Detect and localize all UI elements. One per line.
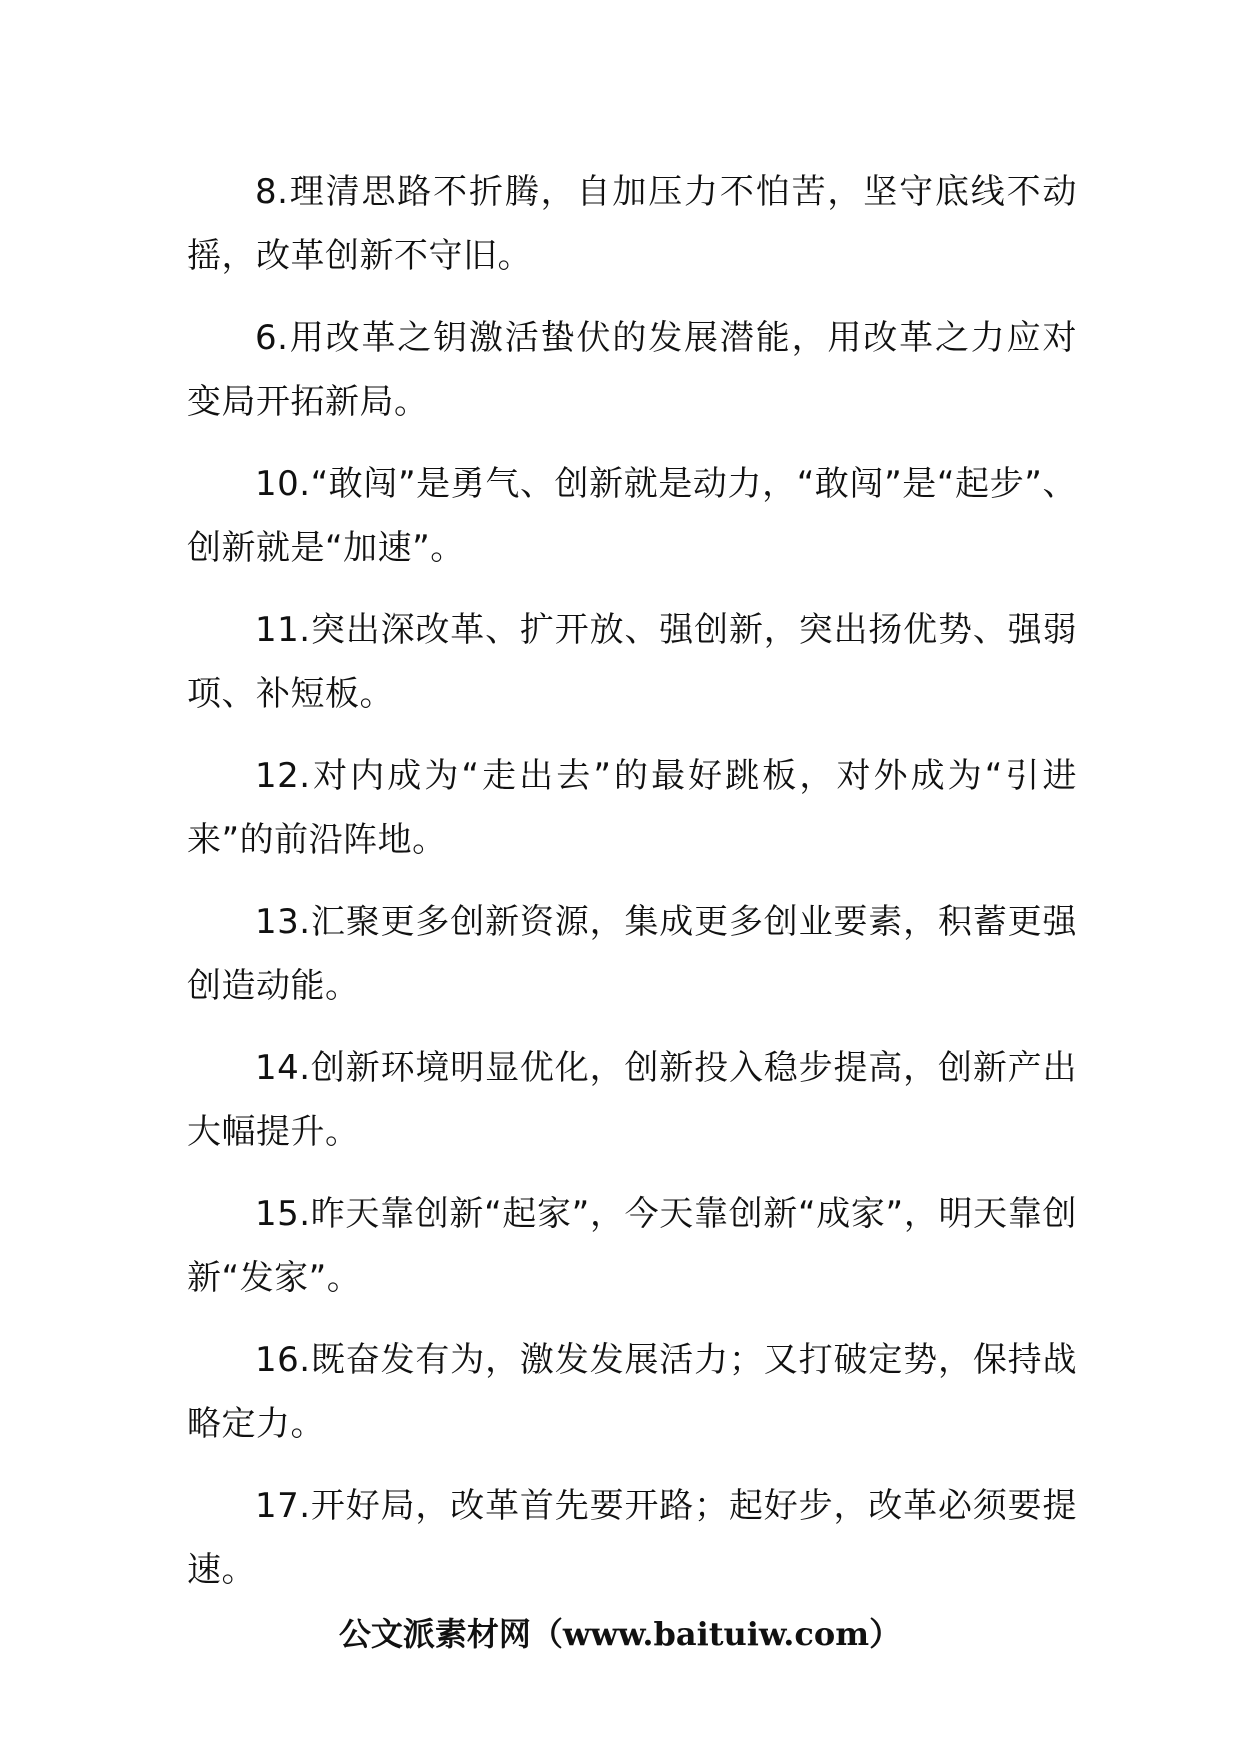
- paragraph-item-10: 10.“敢闯”是勇气、创新就是动力，“敢闯”是“起步”、创新就是“加速”。: [187, 464, 1077, 568]
- paragraph-item-6: 6.用改革之钥激活蛰伏的发展潜能，用改革之力应对变局开拓新局。: [187, 318, 1077, 422]
- paragraph-item-16: 16.既奋发有为，激发发展活力；又打破定势，保持战略定力。: [187, 1340, 1077, 1444]
- paragraph-item-14: 14.创新环境明显优化，创新投入稳步提高，创新产出大幅提升。: [187, 1048, 1077, 1152]
- paragraph-item-13: 13.汇聚更多创新资源，集成更多创业要素，积蓄更强创造动能。: [187, 902, 1077, 1006]
- document-body: [187, 160, 1077, 1620]
- paragraph-item-17: 17.开好局，改革首先要开路；起好步，改革必须要提速。: [187, 1486, 1077, 1590]
- paragraph-item-11: 11.突出深改革、扩开放、强创新，突出扬优势、强弱项、补短板。: [187, 610, 1077, 714]
- paragraph-item-8: 8.理清思路不折腾，自加压力不怕苦，坚守底线不动摇，改革创新不守旧。: [187, 172, 1077, 276]
- paragraph-item-15: 15.昨天靠创新“起家”，今天靠创新“成家”，明天靠创新“发家”。: [187, 1194, 1077, 1298]
- paragraph-item-12: 12.对内成为“走出去”的最好跳板，对外成为“引进来”的前沿阵地。: [187, 756, 1077, 860]
- footer-watermark: 公文派素材网（www.baituiw.com）: [338, 1615, 902, 1653]
